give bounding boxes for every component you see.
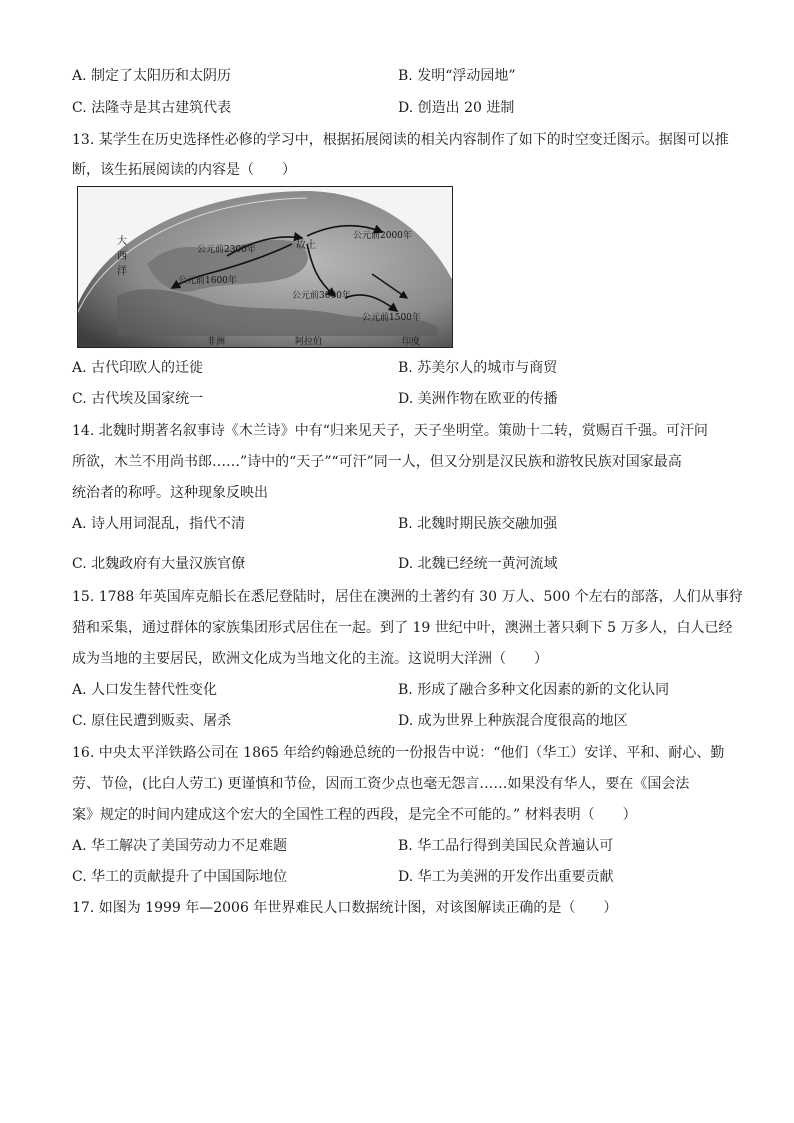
q15-option-d: D. 成为世界上种族混合度很高的地区	[398, 713, 628, 729]
q14-option-b: B. 北魏时期民族交融加强	[398, 516, 558, 532]
q15-option-a: A. 人口发生替代性变化	[72, 682, 218, 698]
q14-option-a: A. 诗人用词混乱，指代不清	[72, 516, 246, 532]
q12-option-b: B. 发明“浮动园地”	[398, 68, 516, 84]
map-label-bc1500: 公元前1500年	[362, 313, 421, 323]
q15-stem-line1: 15. 1788 年英国库克船长在悉尼登陆时，居住在澳洲的土著约有 30 万人、500 个左右的部落，人们从事狩	[72, 589, 743, 605]
q15-option-c: C. 原住民遭到贩卖、屠杀	[72, 713, 232, 729]
q16-option-d: D. 华工为美洲的开发作出重要贡献	[398, 869, 614, 885]
q14-stem-line2: 所欲，木兰不用尚书郎……”诗中的“天子”“可汗”同一人，但又分别是汉民族和游牧民族对国家最高	[72, 454, 682, 470]
map-label-atlantic-3: 洋	[117, 266, 127, 277]
q12-option-a: A. 制定了太阳历和太阴历	[72, 68, 232, 84]
q16-option-b: B. 华工品行得到美国民众普遍认可	[398, 838, 614, 854]
map-label-atlantic-2: 西	[117, 251, 127, 262]
q13-option-d: D. 美洲作物在欧亚的传播	[398, 391, 558, 407]
q15-stem-line3: 成为当地的主要居民，欧洲文化成为当地文化的主流。这说明大洋洲（ ）	[72, 651, 548, 667]
q13-stem-line2: 断，该生拓展阅读的内容是（ ）	[72, 162, 296, 178]
q15-stem-line2: 猎和采集，通过群体的家族集团形式居住在一起。到了 19 世纪中叶，澳洲土著只剩下 5 万多人，白人已经	[72, 620, 733, 636]
map-label-africa: 非洲	[207, 337, 226, 347]
map-label-bc2000: 公元前2000年	[353, 231, 412, 241]
map-label-arabia: 阿拉伯	[295, 337, 323, 347]
q17-stem-line1: 17. 如图为 1999 年—2006 年世界难民人口数据统计图，对该图解读正确的是（ ）	[72, 900, 618, 916]
q16-option-a: A. 华工解决了美国劳动力不足难题	[72, 838, 288, 854]
map-label-bc1600: 公元前1600年	[178, 276, 237, 286]
q16-option-c: C. 华工的贡献提升了中国国际地位	[72, 869, 288, 885]
map-label-atlantic-1: 大	[117, 236, 127, 247]
q13-option-b: B. 苏美尔人的城市与商贸	[398, 360, 558, 376]
q16-stem-line2: 劳、节俭，(比白人劳工) 更谨慎和节俭，因而工资少点也毫无怨言……如果没有华人，要在《国会法	[72, 776, 690, 792]
q14-option-c: C. 北魏政府有大量汉族官僚	[72, 556, 246, 572]
q14-stem-line3: 统治者的称呼。这种现象反映出	[72, 485, 268, 501]
q14-option-d: D. 北魏已经统一黄河流域	[398, 556, 558, 572]
q12-option-c: C. 法隆寺是其古建筑代表	[72, 100, 232, 116]
q15-option-b: B. 形成了融合多种文化因素的新的文化认同	[398, 682, 670, 698]
q13-option-c: C. 古代埃及国家统一	[72, 391, 204, 407]
map-label-bc2300: 公元前2300年	[197, 245, 256, 255]
q16-stem-line3: 案》规定的时间内建成这个宏大的全国性工程的西段，是完全不可能的。” 材料表明（ ）	[72, 807, 637, 823]
map-label-homeland: 故土	[296, 240, 316, 251]
q12-option-d: D. 创造出 20 进制	[398, 100, 515, 116]
q14-stem-line1: 14. 北魏时期著名叙事诗《木兰诗》中有“归来见天子，天子坐明堂。策勋十二转，赏赐百千强。可汗问	[72, 423, 708, 439]
q13-option-a: A. 古代印欧人的迁徙	[72, 360, 204, 376]
q13-stem-line1: 13. 某学生在历史选择性必修的学习中，根据拓展阅读的相关内容制作了如下的时空变迁图示。据图可以推	[72, 132, 729, 148]
migration-map	[77, 186, 453, 348]
map-label-india: 印度	[402, 337, 421, 347]
q16-stem-line1: 16. 中央太平洋铁路公司在 1865 年给约翰逊总统的一份报告中说：“他们（华工）安详、平和、耐心、勤	[72, 745, 725, 761]
map-label-bc3000: 公元前3000年	[292, 291, 351, 301]
